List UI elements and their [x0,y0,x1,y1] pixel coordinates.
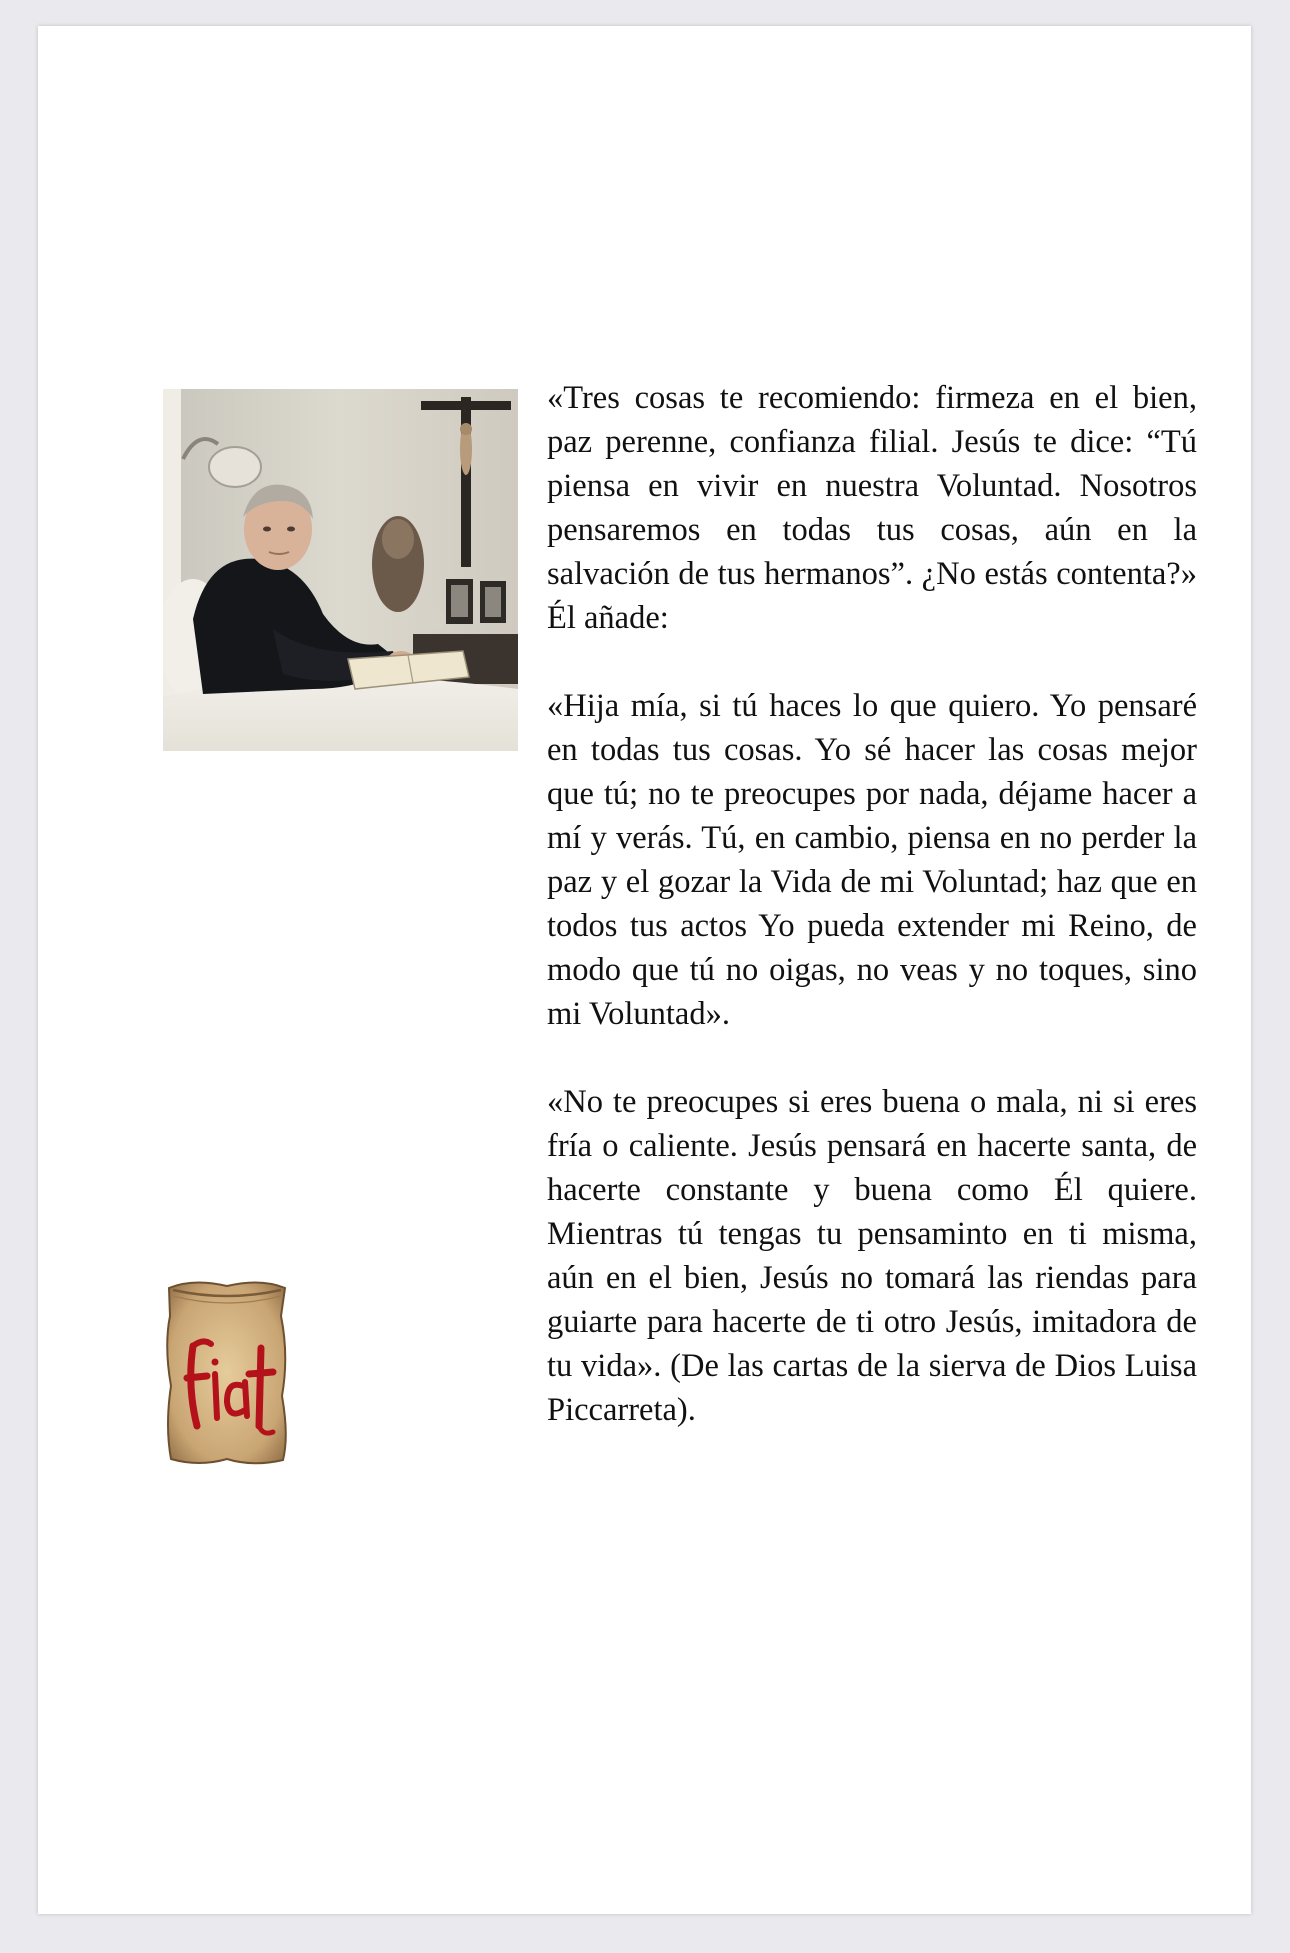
page [38,26,1251,1914]
fiat-scroll-icon [163,1276,290,1467]
woman-writing-photo [163,389,518,751]
paragraph-3: «No te preocupes si eres buena o mala, ni si eres fría o caliente. Jesús pensará en hacerte santa, de hacerte constante y buena como Él quiere. Mientras tú tengas tu pensaminto en ti misma, aún en el bien, Jesús no tomará las riendas para guiarte para hacerte de ti otro Jesús, imitadora de tu vida». (De las cartas de la sierva de Dios Luisa Piccarreta). [547,1084,1197,1428]
photo-icon [163,389,518,751]
fiat-scroll-seal [163,1276,290,1467]
paragraph-1: «Tres cosas te recomiendo: firmeza en el bien, paz perenne, confianza filial. Jesús te dice: “Tú piensa en vivir en nuestra Voluntad. Nosotros pensaremos en todas tus cosas, aún en la salvación de tus hermanos”. ¿No estás contenta?» Él añade: [547,380,1197,636]
paragraph-2: «Hija mía, si tú haces lo que quiero. Yo pensaré en todas tus cosas. Yo sé hacer las cosas mejor que tú; no te preocupes por nada, déjame hacer a mí y verás. Tú, en cambio, piensa en no perder la paz y el gozar la Vida de mi Voluntad; haz que en todos tus actos Yo pueda extender mi Reino, de modo que tú no oigas, no veas y no toques, sino mi Voluntad». [547,688,1197,1032]
letter-text [547,376,1197,1476]
